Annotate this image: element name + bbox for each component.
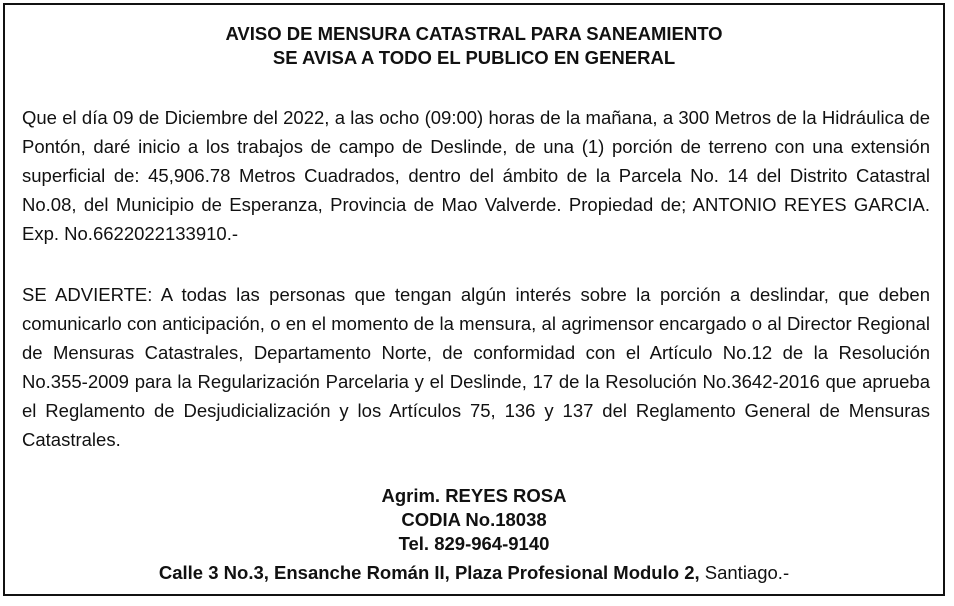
surveyor-address — [5, 561, 943, 585]
surveyor-phone: Tel. 829-964-9140 — [398, 533, 550, 554]
notice-paragraph-2: SE ADVIERTE: A todas las personas que tengan algún interés sobre la porción a deslindar, que deben comunicarlo con anticipación, o en el momento de la mensura, al agrimensor encargado o al Director Regional de Mensuras Catastrales, Departamento Norte, de conformidad con el Artículo No.12 de la Resolución No.355-2009 para la Regularización Parcelaria y el Deslinde, 17 de la Resolución No.3642-2016 que aprueba el Reglamento de Desjudicialización y los Artículos 75, 136 y 137 del Reglamento General de Mensuras Catastrales. — [22, 284, 930, 450]
surveyor-name: Agrim. REYES ROSA — [381, 485, 567, 506]
address-city: Santiago.- — [699, 562, 790, 583]
notice-title: AVISO DE MENSURA CATASTRAL PARA SANEAMIENTO — [225, 23, 723, 44]
notice-subtitle: SE AVISA A TODO EL PUBLICO EN GENERAL — [272, 47, 676, 68]
notice-paragraph-1: Que el día 09 de Diciembre del 2022, a las ocho (09:00) horas de la mañana, a 300 Metros de la Hidráulica de Pontón, daré inicio a los trabajos de campo de Deslinde, de una (1) porción de terreno con una extensión superficial de: 45,906.78 Metros Cuadrados, dentro del ámbito de la Parcela No. 14 del Distrito Catastral No.08, del Municipio de Esperanza, Provincia de Mao Valverde. Propiedad de; ANTONIO REYES GARCIA. Exp. No.6622022133910.- — [22, 107, 930, 244]
address-street: Calle 3 No.3, Ensanche Román II, Plaza Profesional Modulo 2, — [158, 562, 700, 583]
surveyor-codia: CODIA No.18038 — [401, 509, 547, 530]
notice-frame — [3, 3, 945, 596]
